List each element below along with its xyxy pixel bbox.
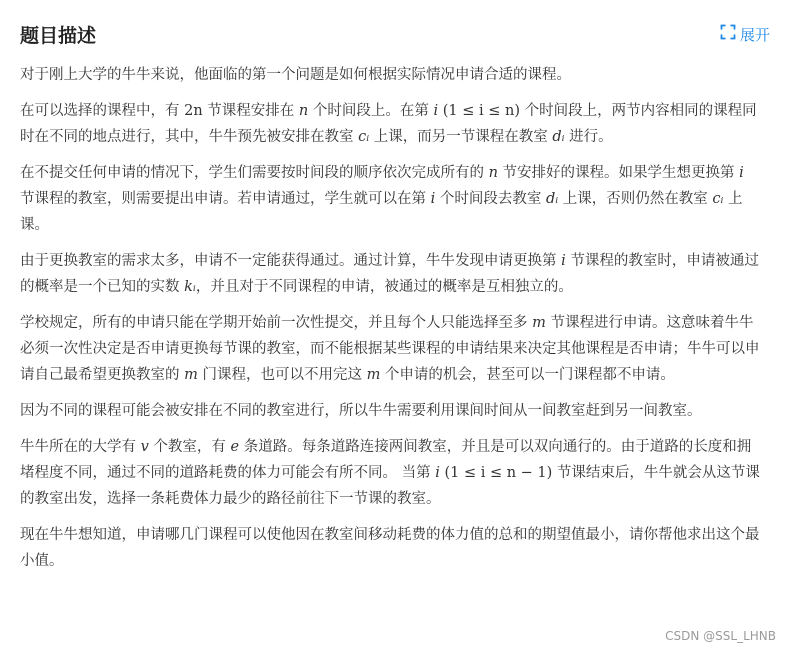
math: 2n [184,103,203,119]
math: dᵢ [552,129,565,145]
section-header [20,20,770,48]
math: m [366,367,381,383]
math: cᵢ [712,191,724,207]
math: (1 ≤ i ≤ n) [442,103,520,119]
paragraph-8: 现在牛牛想知道，申请哪几门课程可以使他因在教室间移动耗费的体力值的总和的期望值最小，请你帮他求出这个最小值。 [20,527,760,569]
paragraph-4: 由于更换教室的需求太多，申请不一定能获得通过。通过计算，牛牛发现申请更换第 i 节课程的教室时，申请被通过的概率是一个已知的实数 kᵢ，并且对于不同课程的申请，被通过的概率是互相独立的。 [20,253,759,295]
expand-label: 展开 [739,25,770,44]
math: i [430,191,436,207]
paragraph-1: 对于刚上大学的牛牛来说，他面临的第一个问题是如何根据实际情况申请合适的课程。 [20,67,571,83]
math: i [561,253,566,269]
watermark: CSDN @SSL_LHNB [665,629,776,643]
section-title: 题目描述 [20,24,97,47]
paragraph-3: 在不提交任何申请的情况下，学生们需要按时间段的顺序依次完成所有的 n 节安排好的课程。如果学生想更换第 i 节课程的教室，则需要提出申请。若申请通过，学生就可以在第 i 个时间段去教室 dᵢ 上课，否则仍然在教室 cᵢ 上课。 [20,165,744,233]
math: e [230,439,240,455]
math: cᵢ [358,129,370,145]
math: (1 ≤ i ≤ n − 1) [444,465,553,481]
expand-icon [720,24,736,44]
expand-button[interactable] [720,24,770,45]
math: dᵢ [545,191,559,207]
math: n [488,165,498,181]
math: i [433,103,439,119]
math: i [435,465,440,481]
problem-content [20,62,760,582]
math: m [184,367,198,383]
paragraph-2: 在可以选择的课程中，有 2n 节课程安排在 n 个时间段上。在第 i (1 ≤ i ≤ n) 个时间段上，两节内容相同的课程同时在不同的地点进行，其中，牛牛预先被安排在教室 cᵢ 上课，而另一节课程在教室 dᵢ 进行。 [20,103,757,145]
paragraph-7: 牛牛所在的大学有 v 个教室，有 e 条道路。每条道路连接两间教室，并且是可以双向通行的。由于道路的长度和拥堵程度不同，通过不同的道路耗费的体力可能会有所不同。 当第 i (1 ≤ i ≤ n − 1) 节课结束后，牛牛就会从这节课的教室出发，选择一条耗费体力最少的路径前往下一节课的教室。 [20,439,760,507]
math: v [140,439,149,455]
math: m [532,315,546,331]
paragraph-5: 学校规定，所有的申请只能在学期开始前一次性提交，并且每个人只能选择至多 m 节课程进行申请。这意味着牛牛必须一次性决定是否申请更换每节课的教室，而不能根据某些课程的申请结果来决定其他课程是否申请；牛牛可以申请自己最希望更换教室的 m 门课程，也可以不用完这 m 个申请的机会，甚至可以一门课程都不申请。 [20,315,760,383]
math: i [739,165,744,181]
math: n [298,103,309,119]
math: kᵢ [184,279,196,295]
paragraph-6: 因为不同的课程可能会被安排在不同的教室进行，所以牛牛需要利用课间时间从一间教室赶到另一间教室。 [20,403,702,419]
